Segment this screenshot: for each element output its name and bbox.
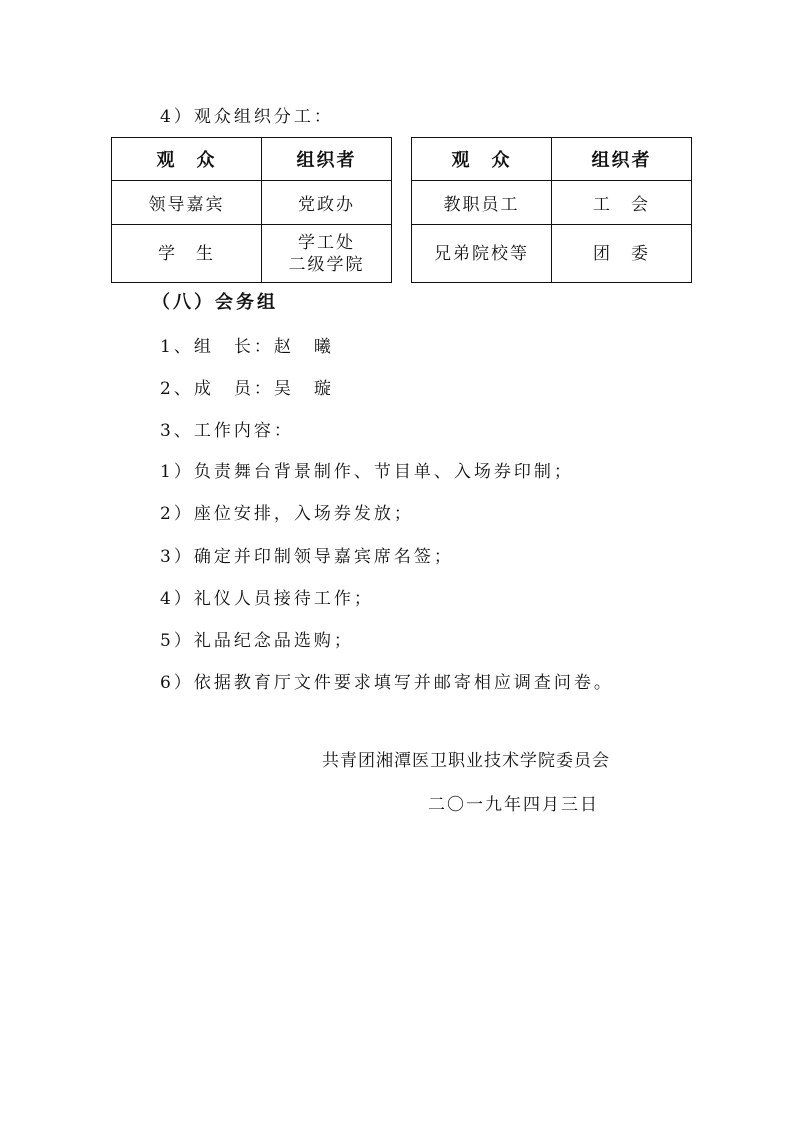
audience-organization-table xyxy=(111,137,692,283)
table-cell: 党政办 xyxy=(262,181,392,225)
table-cell: 领导嘉宾 xyxy=(112,181,262,225)
list-item: 5）礼品纪念品选购； xyxy=(160,631,354,651)
intro-line: 4）观众组织分工： xyxy=(160,107,334,127)
list-item: 3、工作内容： xyxy=(160,421,294,441)
table-cell: 兄弟院校等 xyxy=(412,225,552,283)
table-cell-multiline xyxy=(262,225,392,283)
list-item: 1）负责舞台背景制作、节目单、入场券印制； xyxy=(160,462,574,482)
list-item: 2）座位安排，入场券发放； xyxy=(160,504,414,524)
section-heading: （八）会务组 xyxy=(152,292,278,313)
list-item: 4）礼仪人员接待工作； xyxy=(160,589,374,609)
list-item: 3）确定并印制领导嘉宾席名签； xyxy=(160,547,454,567)
signature-date: 二〇一九年四月三日 xyxy=(428,795,599,815)
table-header-cell: 组织者 xyxy=(262,138,392,181)
table-cell: 学 生 xyxy=(112,225,262,283)
table-header-row xyxy=(112,138,692,181)
list-item: 2、成 员：吴 璇 xyxy=(160,379,334,399)
signature-organization: 共青团湘潭医卫职业技术学院委员会 xyxy=(322,751,610,771)
table-header-cell: 组织者 xyxy=(552,138,692,181)
table-cell-line: 二级学院 xyxy=(288,254,365,275)
table-cell: 教职员工 xyxy=(412,181,552,225)
table-cell-line: 学工处 xyxy=(298,232,355,253)
table-header-cell: 观 众 xyxy=(112,138,262,181)
table-cell: 团 委 xyxy=(552,225,692,283)
table-divider-gap xyxy=(392,138,412,283)
list-item: 1、组 长：赵 曦 xyxy=(160,337,334,357)
table-header-cell: 观 众 xyxy=(412,138,552,181)
table-cell: 工 会 xyxy=(552,181,692,225)
list-item: 6）依据教育厅文件要求填写并邮寄相应调查问卷。 xyxy=(160,673,614,693)
